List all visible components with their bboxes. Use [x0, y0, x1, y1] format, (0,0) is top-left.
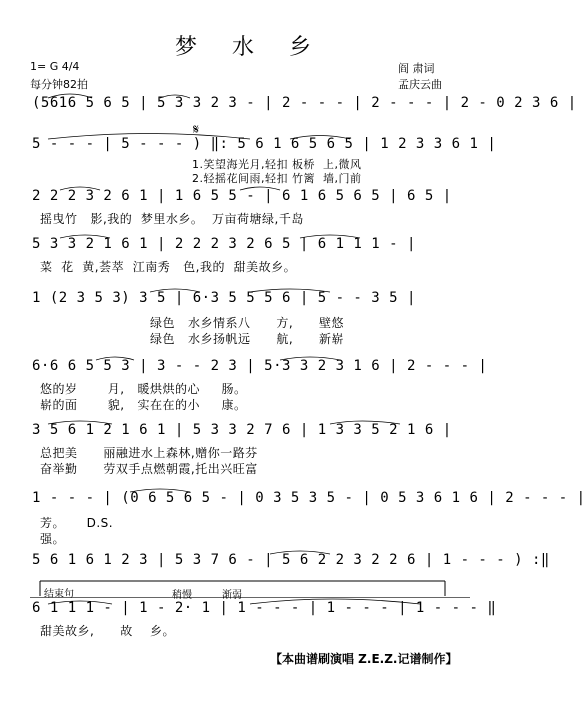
- note-line: 5 6 1 6 1 2 3 | 5 3 7 6 - | 5 6 2 2 3 2 2 6 | 1 - - - ) :‖: [32, 552, 550, 568]
- key-signature: 1= G 4/4: [30, 60, 80, 73]
- lyric-line-2: 2.轻摇花间雨,轻扣 竹篱 墙,门前: [192, 172, 362, 185]
- lyric-line-1: 菜 花 黄,荟萃 江南秀 色,我的 甜美故乡。: [40, 260, 297, 274]
- tempo-marking: 每分钟82拍: [30, 78, 88, 91]
- note-line: 1 (2 3 5 3) 3 5 | 6·3 5 5 5 6 | 5 - - 3 5 |: [32, 290, 416, 306]
- note-line: 1 - - - | (0 6 5 6 5 - | 0 3 5 3 5 - | 0 5 3 6 1 6 | 2 - - - |: [32, 490, 586, 506]
- lyric-line-1: 甜美故乡, 故 乡。: [40, 624, 175, 638]
- lyric-line-2: 强。: [40, 532, 66, 546]
- note-line: 6 1 1 1 - | 1 - 2· 1 | 1 - - - | 1 - - - | 1 - - - ‖: [32, 600, 497, 616]
- lyric-line-2: 绿色 水乡扬帆远 航, 新崭: [150, 332, 345, 346]
- lyric-line-2: 崭的面 貌, 实在在的小 康。: [40, 398, 247, 412]
- note-line: (5616 5 6 5 | 5 3 3 2 3 - | 2 - - - | 2 - - - | 2 - 0 2 3 6 |: [32, 95, 577, 111]
- lyric-line-1: 悠的岁 月, 暖烘烘的心 肠。: [40, 382, 247, 396]
- lyricist-credit: 阎 肃词: [398, 62, 435, 75]
- lyric-line-1: 绿色 水乡情系八 方, 壁悠: [150, 316, 345, 330]
- composer-credit: 孟庆云曲: [398, 78, 442, 91]
- dynamics-slower: 稍慢: [172, 590, 192, 601]
- segno-mark: 𝄋: [193, 122, 200, 138]
- note-line: 3 5 6 1 2 1 6 1 | 5 3 3 2 7 6 | 1 3 3 5 2 1 6 |: [32, 422, 452, 438]
- song-title: 梦 水 乡: [175, 35, 325, 60]
- lyric-line-2: 奋举勤 劳双手点燃朝霞,托出兴旺富: [40, 462, 258, 476]
- lyric-line-1: 摇曳竹 影,我的 梦里水乡。 万亩荷塘绿,千岛: [40, 212, 304, 226]
- lyric-line-1: 1.笑望海光月,轻扣 板桥 上,微风: [192, 158, 362, 171]
- note-line: 2 2 2 3 2 6 1 | 1 6 5 5 - | 6 1 6 5 6 5 | 6 5 |: [32, 188, 452, 204]
- note-line: 5 - - - | 5 - - - ) ‖: 5 6 1 6 5 6 5 | 1 2 3 3 6 1 |: [32, 136, 497, 152]
- coda-label: 结束句: [44, 589, 74, 600]
- note-line: 6·6 6 5 5 3 | 3 - - 2 3 | 5·3 3 2 3 1 6 | 2 - - - |: [32, 358, 488, 374]
- lyric-line-1: 总把美 丽融进水上森林,赠你一路芬: [40, 446, 258, 460]
- footer-credit: 【本曲谱刷演唱 Z.E.Z.记谱制作】: [270, 652, 458, 666]
- note-line: 5 3 3 2 1 6 1 | 2 2 2 3 2 6 5 | 6 1 1 1 - |: [32, 236, 416, 252]
- lyric-line-1: 芳。 D.S.: [40, 516, 114, 530]
- dynamics-fade: 渐弱: [222, 590, 242, 601]
